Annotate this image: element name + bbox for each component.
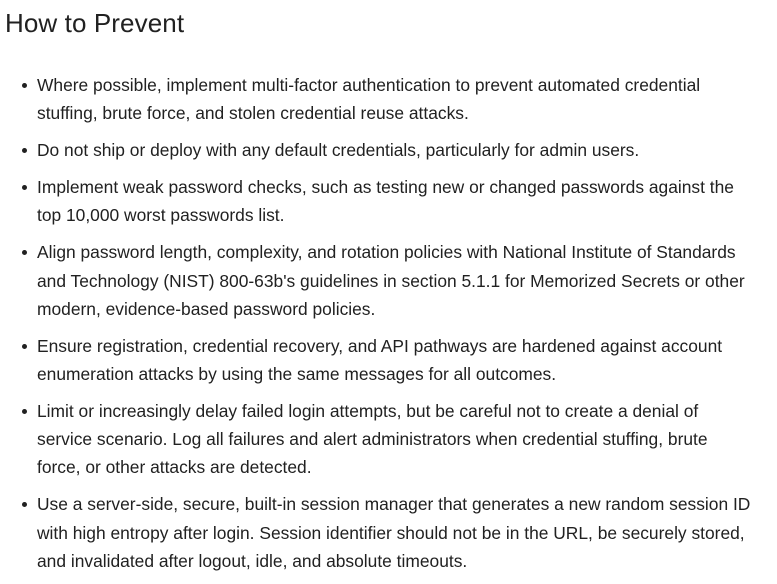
bullet-dot-icon	[22, 344, 27, 349]
bullet-dot-icon	[22, 409, 27, 414]
list-item	[0, 490, 777, 575]
list-item	[0, 238, 777, 323]
section-title: How to Prevent	[5, 8, 185, 38]
list-item-text: Limit or increasingly delay failed login attempts, but be careful not to create a denial of service scenario. Log all failures and alert administrators when credential stuffing, brute force, or other attacks are detected.	[37, 401, 708, 478]
bullet-dot-icon	[22, 502, 27, 507]
list-item-text: Where possible, implement multi-factor authentication to prevent automated credential stuffing, brute force, and stolen credential reuse attacks.	[37, 75, 701, 124]
list-item	[0, 71, 777, 127]
prevention-list	[0, 71, 777, 584]
list-item	[0, 397, 777, 482]
list-item-text: Do not ship or deploy with any default credentials, particularly for admin users.	[37, 140, 640, 161]
list-item	[0, 173, 777, 229]
list-item	[0, 136, 777, 164]
bullet-dot-icon	[22, 185, 27, 190]
list-item-text: Use a server-side, secure, built-in session manager that generates a new random session ID with high entropy after login. Session identifier should not be in the URL, be securely stored, and invalidated after logout, idle, and absolute timeouts.	[37, 494, 751, 571]
bullet-dot-icon	[22, 148, 27, 153]
list-item	[0, 332, 777, 388]
bullet-dot-icon	[22, 250, 27, 255]
list-item-text: Ensure registration, credential recovery, and API pathways are hardened against account enumeration attacks by using the same messages for all outcomes.	[37, 335, 723, 385]
list-item-text: Align password length, complexity, and rotation policies with National Institute of Standards and Technology (NIST) 800-63b's guidelines in section 5.1.1 for Memorized Secrets or other modern, evidence-based password policies.	[37, 242, 745, 319]
bullet-dot-icon	[22, 83, 27, 88]
list-item-text: Implement weak password checks, such as testing new or changed passwords against the top 10,000 worst passwords list.	[37, 177, 734, 226]
